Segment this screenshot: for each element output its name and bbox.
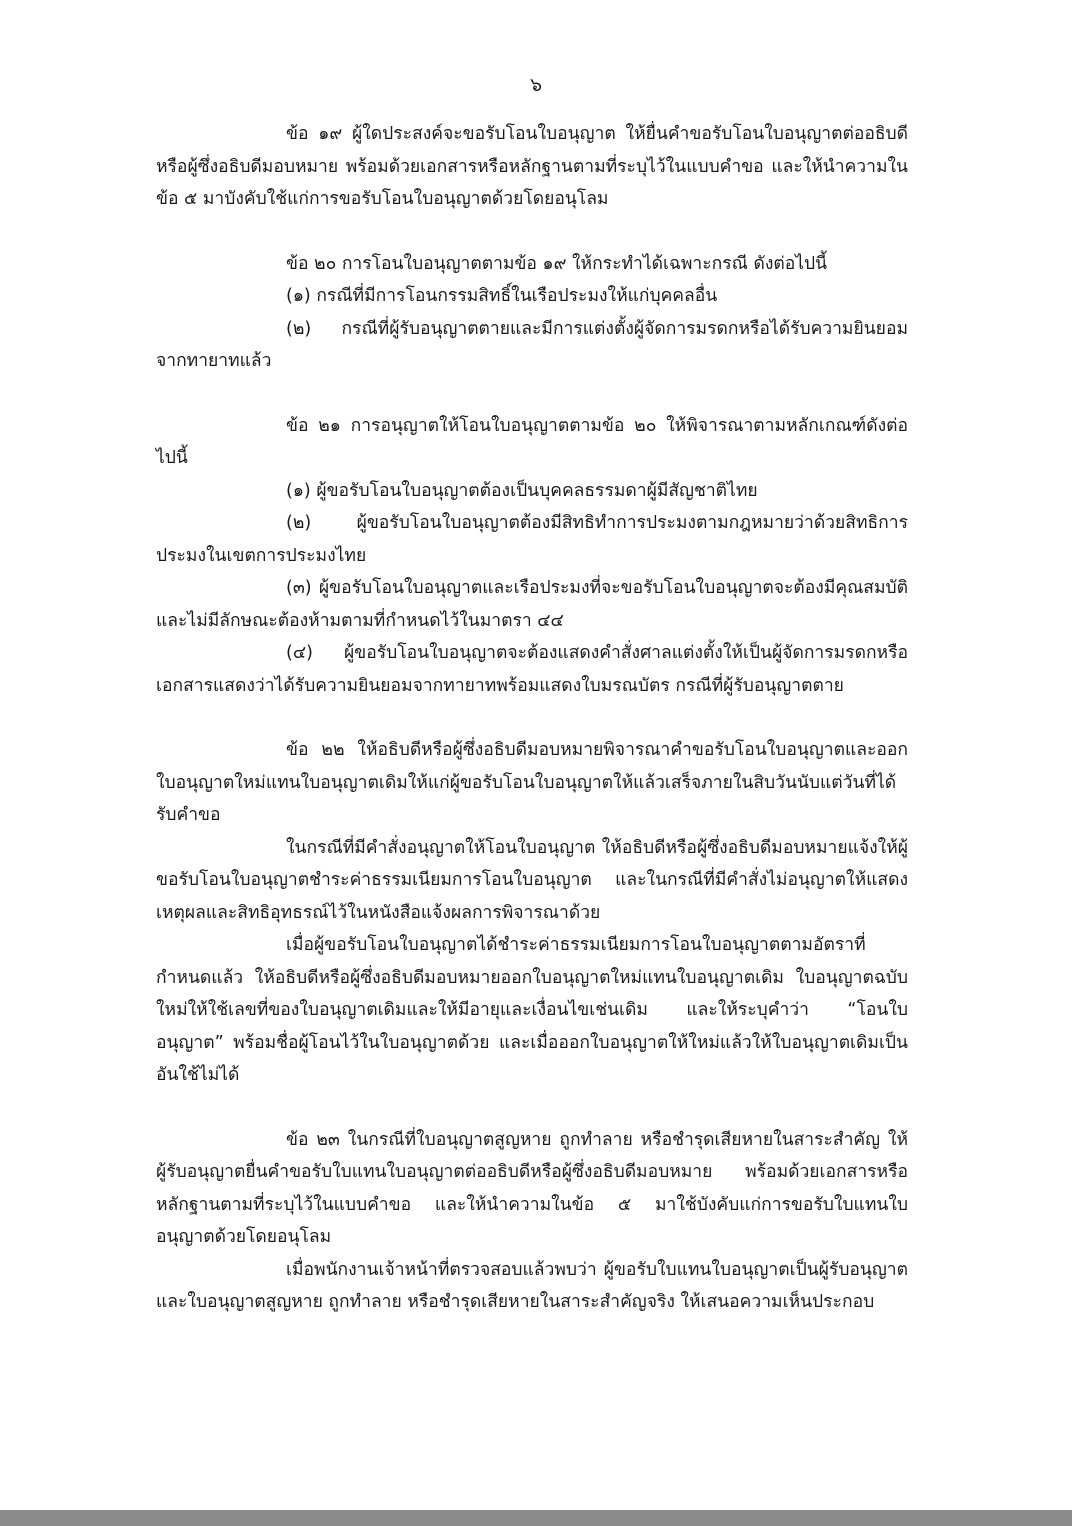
clause-23-paragraph-1: ข้อ ๒๓ ในกรณีที่ใบอนุญาตสูญหาย ถูกทำลาย หรือชำรุดเสียหายในสาระสำคัญ ให้ผู้รับอนุญาตยื่นคำขอรับใบแทนใบอนุญาตต่ออธิบดีหรือผู้ซึ่งอธิบดีมอบหมาย พร้อมด้วยเอกสารหรือหลักฐานตามที่ระบุไว้ในแบบคำขอ และให้นำความในข้อ ๕ มาใช้บังคับแก่การขอรับใบแทนใบอนุญาตด้วยโดยอนุโลม bbox=[156, 1129, 908, 1247]
clause-21-item-3: (๓) ผู้ขอรับโอนใบอนุญาตและเรือประมงที่จะขอรับโอนใบอนุญาตจะต้องมีคุณสมบัติและไม่มีลักษณะต้องห้ามตามที่กำหนดไว้ในมาตรา ๔๔ bbox=[156, 578, 908, 631]
clause-22-paragraph-1: ข้อ ๒๒ ให้อธิบดีหรือผู้ซึ่งอธิบดีมอบหมายพิจารณาคำขอรับโอนใบอนุญาตและออกใบอนุญาตใหม่แทนใบอนุญาตเดิมให้แก่ผู้ขอรับโอนใบอนุญาตให้แล้วเสร็จภายในสิบวันนับแต่วันที่ได้รับคำขอ bbox=[156, 740, 908, 825]
clause-20-paragraph: ข้อ ๒๐ การโอนใบอนุญาตตามข้อ ๑๙ ให้กระทำได้เฉพาะกรณี ดังต่อไปนี้ bbox=[286, 253, 828, 274]
clause-21-item-4: (๔) ผู้ขอรับโอนใบอนุญาตจะต้องแสดงคำสั่งศาลแต่งตั้งให้เป็นผู้จัดการมรดกหรือเอกสารแสดงว่าได้รับความยินยอมจากทายาทพร้อมแสดงใบมรณบัตร กรณีที่ผู้รับอนุญาตตาย bbox=[156, 643, 908, 696]
bottom-divider-bar bbox=[0, 1510, 1072, 1526]
clause-19-paragraph: ข้อ ๑๙ ผู้ใดประสงค์จะขอรับโอนใบอนุญาต ให้ยื่นคำขอรับโอนใบอนุญาตต่ออธิบดีหรือผู้ซึ่งอธิบดีมอบหมาย พร้อมด้วยเอกสารหรือหลักฐานตามที่ระบุไว้ในแบบคำขอ และให้นำความในข้อ ๕ มาบังคับใช้แก่การขอรับโอนใบอนุญาตด้วยโดยอนุโลม bbox=[156, 124, 908, 209]
clause-21-paragraph: ข้อ ๒๑ การอนุญาตให้โอนใบอนุญาตตามข้อ ๒๐ ให้พิจารณาตามหลักเกณฑ์ดังต่อไปนี้ bbox=[156, 415, 908, 468]
clause-20-item-2: (๒) กรณีที่ผู้รับอนุญาตตายและมีการแต่งตั้งผู้จัดการมรดกหรือได้รับความยินยอมจากทายาทแล้ว bbox=[156, 318, 908, 371]
paragraph-gap bbox=[156, 702, 908, 734]
clause-20-item-1: (๑) กรณีที่มีการโอนกรรมสิทธิ์ในเรือประมงให้แก่บุคคลอื่น bbox=[286, 286, 718, 306]
clause-23-paragraph-2: เมื่อพนักงานเจ้าหน้าที่ตรวจสอบแล้วพบว่า ผู้ขอรับใบแทนใบอนุญาตเป็นผู้รับอนุญาตและใบอนุญาตสูญหาย ถูกทำลาย หรือชำรุดเสียหายในสาระสำคัญจริง ให้เสนอความเห็นประกอบ bbox=[156, 1259, 908, 1312]
page-number: ๖ bbox=[529, 74, 543, 96]
paragraph-gap bbox=[156, 378, 908, 410]
clause-22-paragraph-2: ในกรณีที่มีคำสั่งอนุญาตให้โอนใบอนุญาต ให้อธิบดีหรือผู้ซึ่งอธิบดีมอบหมายแจ้งให้ผู้ขอรับโอนใบอนุญาตชำระค่าธรรมเนียมการโอนใบอนุญาต และในกรณีที่มีคำสั่งไม่อนุญาตให้แสดงเหตุผลและสิทธิอุทธรณ์ไว้ในหนังสือแจ้งผลการพิจารณาด้วย bbox=[156, 837, 908, 923]
document-body bbox=[156, 118, 908, 1319]
paragraph-gap bbox=[156, 1092, 908, 1124]
clause-22-paragraph-3: เมื่อผู้ขอรับโอนใบอนุญาตได้ชำระค่าธรรมเนียมการโอนใบอนุญาตตามอัตราที่กำหนดแล้ว ให้อธิบดีหรือผู้ซึ่งอธิบดีมอบหมายออกใบอนุญาตใหม่แทนใบอนุญาตเดิม ใบอนุญาตฉบับใหม่ให้ใช้เลขที่ของใบอนุญาตเดิมและให้มีอายุและเงื่อนไขเช่นเดิม และให้ระบุคำว่า “โอนใบอนุญาต” พร้อมชื่อผู้โอนไว้ในใบอนุญาตด้วย และเมื่อออกใบอนุญาตให้ใหม่แล้วให้ใบอนุญาตเดิมเป็นอันใช้ไม่ได้ bbox=[156, 935, 908, 1085]
clause-21-item-1: (๑) ผู้ขอรับโอนใบอนุญาตต้องเป็นบุคคลธรรมดาผู้มีสัญชาติไทย bbox=[286, 480, 758, 501]
clause-21-item-2: (๒) ผู้ขอรับโอนใบอนุญาตต้องมีสิทธิทำการประมงตามกฎหมายว่าด้วยสิทธิการประมงในเขตการประมงไทย bbox=[156, 513, 908, 566]
paragraph-gap bbox=[156, 216, 908, 248]
